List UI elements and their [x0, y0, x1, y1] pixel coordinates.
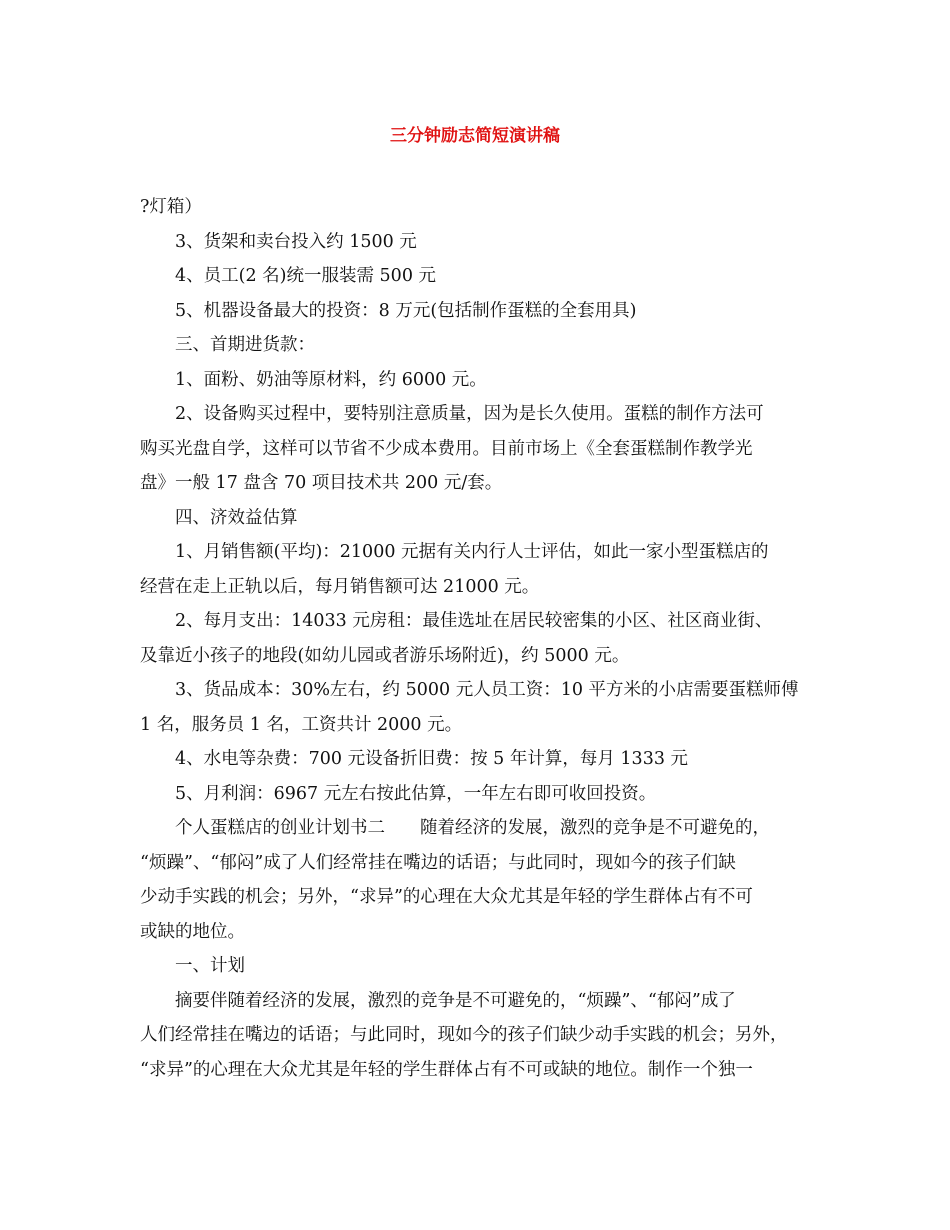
- text-line: 1、面粉、奶油等原材料，约 6000 元。: [175, 369, 487, 390]
- text-line: 少动手实践的机会；另外，“求异”的心理在大众尤其是年轻的学生群体占有不可: [140, 887, 753, 907]
- text-line: 人们经常挂在嘴边的话语；与此同时，现如今的孩子们缺少动手实践的机会；另外，: [140, 1025, 788, 1045]
- text-line: 1、月销售额(平均)：21000 元据有关内行人士评估，如此一家小型蛋糕店的: [175, 542, 769, 562]
- text-line: 盘》一般 17 盘含 70 项目技术共 200 元/套。: [140, 473, 503, 493]
- text-line: “烦躁”、“郁闷”成了人们经常挂在嘴边的话语；与此同时，现如今的孩子们缺: [140, 852, 736, 873]
- text-line: 购买光盘自学，这样可以节省不少成本费用。目前市场上《全套蛋糕制作教学光: [140, 438, 753, 459]
- document-body: [140, 190, 820, 1087]
- text-line: 4、水电等杂费：700 元设备折旧费：按 5 年计算，每月 1333 元: [175, 749, 689, 769]
- section-heading: 四、济效益估算: [175, 507, 298, 528]
- text-line: “求异”的心理在大众尤其是年轻的学生群体占有不可或缺的地位。制作一个独一: [140, 1059, 753, 1080]
- section-heading: 一、计划: [175, 956, 245, 976]
- text-line: 或缺的地位。: [140, 921, 245, 942]
- text-line: ?灯箱）: [140, 197, 202, 217]
- section-heading: 三、首期进货款：: [175, 335, 315, 355]
- document-title: 三分钟励志简短演讲稿: [390, 126, 560, 146]
- text-line: 个人蛋糕店的创业计划书二 随着经济的发展，激烈的竞争是不可避免的，: [175, 818, 770, 838]
- text-line: 5、机器设备最大的投资：8 万元(包括制作蛋糕的全套用具): [175, 300, 637, 321]
- text-line: 及靠近小孩子的地段(如幼儿园或者游乐场附近)，约 5000 元。: [140, 645, 630, 666]
- text-line: 3、货品成本：30%左右，约 5000 元人员工资：10 平方米的小店需要蛋糕师傅: [175, 680, 799, 700]
- text-line: 2、每月支出：14033 元房租：最佳选址在居民较密集的小区、社区商业街、: [175, 611, 773, 631]
- text-line: 经营在走上正轨以后，每月销售额可达 21000 元。: [140, 576, 540, 597]
- text-line: 摘要伴随着经济的发展，激烈的竞争是不可避免的，“烦躁”、“郁闷”成了: [175, 990, 736, 1011]
- text-line: 4、员工(2 名)统一服装需 500 元: [175, 266, 437, 286]
- text-line: 3、货架和卖台投入约 1500 元: [175, 231, 417, 252]
- text-line: 5、月利润：6967 元左右按此估算，一年左右即可收回投资。: [175, 783, 657, 804]
- text-line: 2、设备购买过程中，要特别注意质量，因为是长久使用。蛋糕的制作方法可: [175, 404, 764, 424]
- text-line: 1 名，服务员 1 名，工资共计 2000 元。: [140, 714, 463, 735]
